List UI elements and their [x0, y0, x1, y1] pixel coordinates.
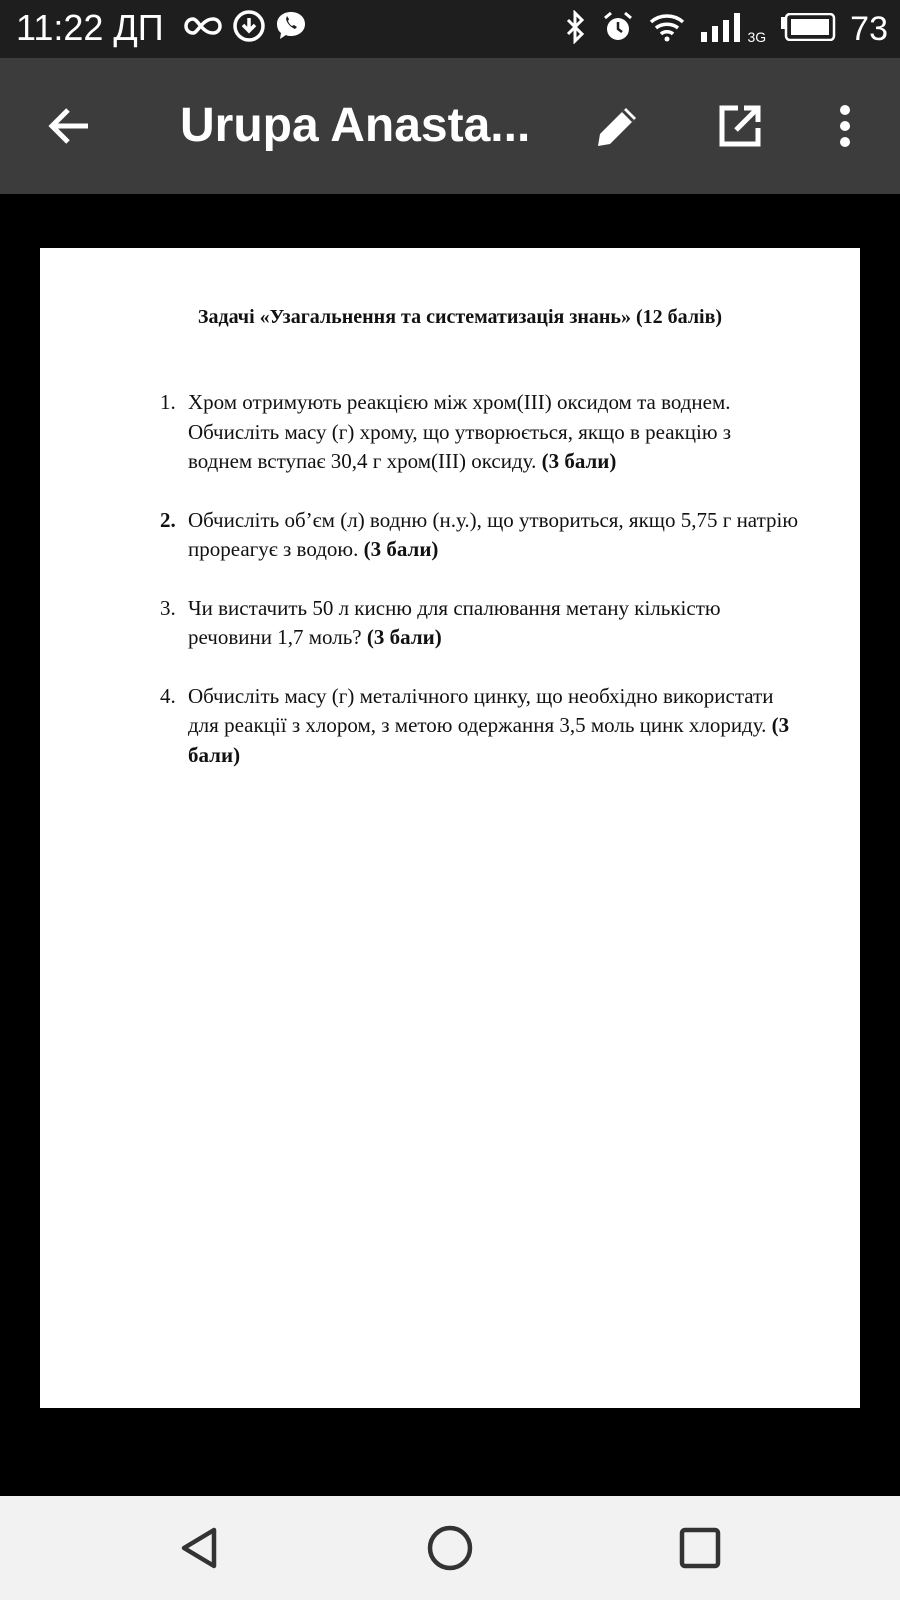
app-bar: [0, 58, 900, 194]
triangle-back-icon: [176, 1524, 224, 1572]
nav-back-button[interactable]: [170, 1518, 230, 1578]
task-text: Обчисліть масу (г) металічного цинку, що необхідно використати для реакції з хлором, з метою одержання 3,5 моль цинк хлориду.: [188, 683, 774, 737]
task-item: [160, 506, 800, 565]
task-text: Чи вистачить 50 л кисню для спалювання метану кількістю речовини 1,7 моль?: [188, 595, 721, 649]
task-item: [160, 388, 800, 477]
more-options-button[interactable]: [820, 98, 870, 154]
arrow-back-icon: [48, 104, 92, 148]
status-bar: [0, 0, 900, 58]
navigation-bar: [0, 1496, 900, 1600]
document-page[interactable]: [40, 248, 860, 1408]
task-points: (3 бали): [366, 625, 442, 649]
notification-icons: [182, 8, 308, 48]
open-external-icon: [716, 102, 764, 150]
signal-icon: [699, 12, 743, 46]
document-heading: Задачі «Узагальнення та систематизація знань» (12 балів): [197, 306, 723, 328]
task-points: (3 бали): [188, 713, 790, 767]
status-time: 11:22 ДП: [16, 7, 164, 48]
task-number: 4.: [160, 683, 176, 708]
task-number: 2.: [160, 507, 176, 532]
square-recents-icon: [677, 1525, 723, 1571]
task-text: Хром отримують реакцією між хром(ІІІ) оксидом та воднем. Обчисліть масу (г) хрому, що утворюється, якщо в реакцію з воднем вступає 30,4 г хром(ІІІ) оксиду.: [188, 390, 732, 473]
system-icons: [563, 6, 888, 52]
pencil-icon: [594, 102, 642, 150]
bluetooth-icon: [563, 10, 587, 48]
back-button[interactable]: [40, 96, 100, 156]
infinity-icon: [182, 14, 224, 42]
task-number: 1.: [160, 390, 176, 414]
more-vert-icon: [838, 104, 852, 148]
network-type: 3G: [747, 29, 767, 45]
download-icon: [232, 9, 266, 47]
task-number: 3.: [160, 595, 176, 620]
viber-icon: [274, 9, 308, 47]
alarm-icon: [601, 10, 635, 48]
task-item: [160, 594, 800, 653]
battery-icon: [780, 13, 836, 45]
wifi-icon: [649, 12, 685, 46]
open-external-button[interactable]: [712, 98, 768, 154]
task-points: (3 бали): [363, 537, 439, 561]
document-title: Urupa Anasta...: [180, 99, 531, 152]
nav-recents-button[interactable]: [670, 1518, 730, 1578]
nav-home-button[interactable]: [420, 1518, 480, 1578]
task-text: Обчисліть об’єм (л) водню (н.у.), що утвориться, якщо 5,75 г натрію прореагує з водою.: [188, 507, 799, 561]
battery-level: 73: [850, 10, 888, 48]
task-item: [160, 682, 800, 771]
task-points: (3 бали): [541, 449, 617, 473]
circle-home-icon: [425, 1523, 475, 1573]
edit-button[interactable]: [590, 98, 646, 154]
task-list: [160, 388, 800, 799]
